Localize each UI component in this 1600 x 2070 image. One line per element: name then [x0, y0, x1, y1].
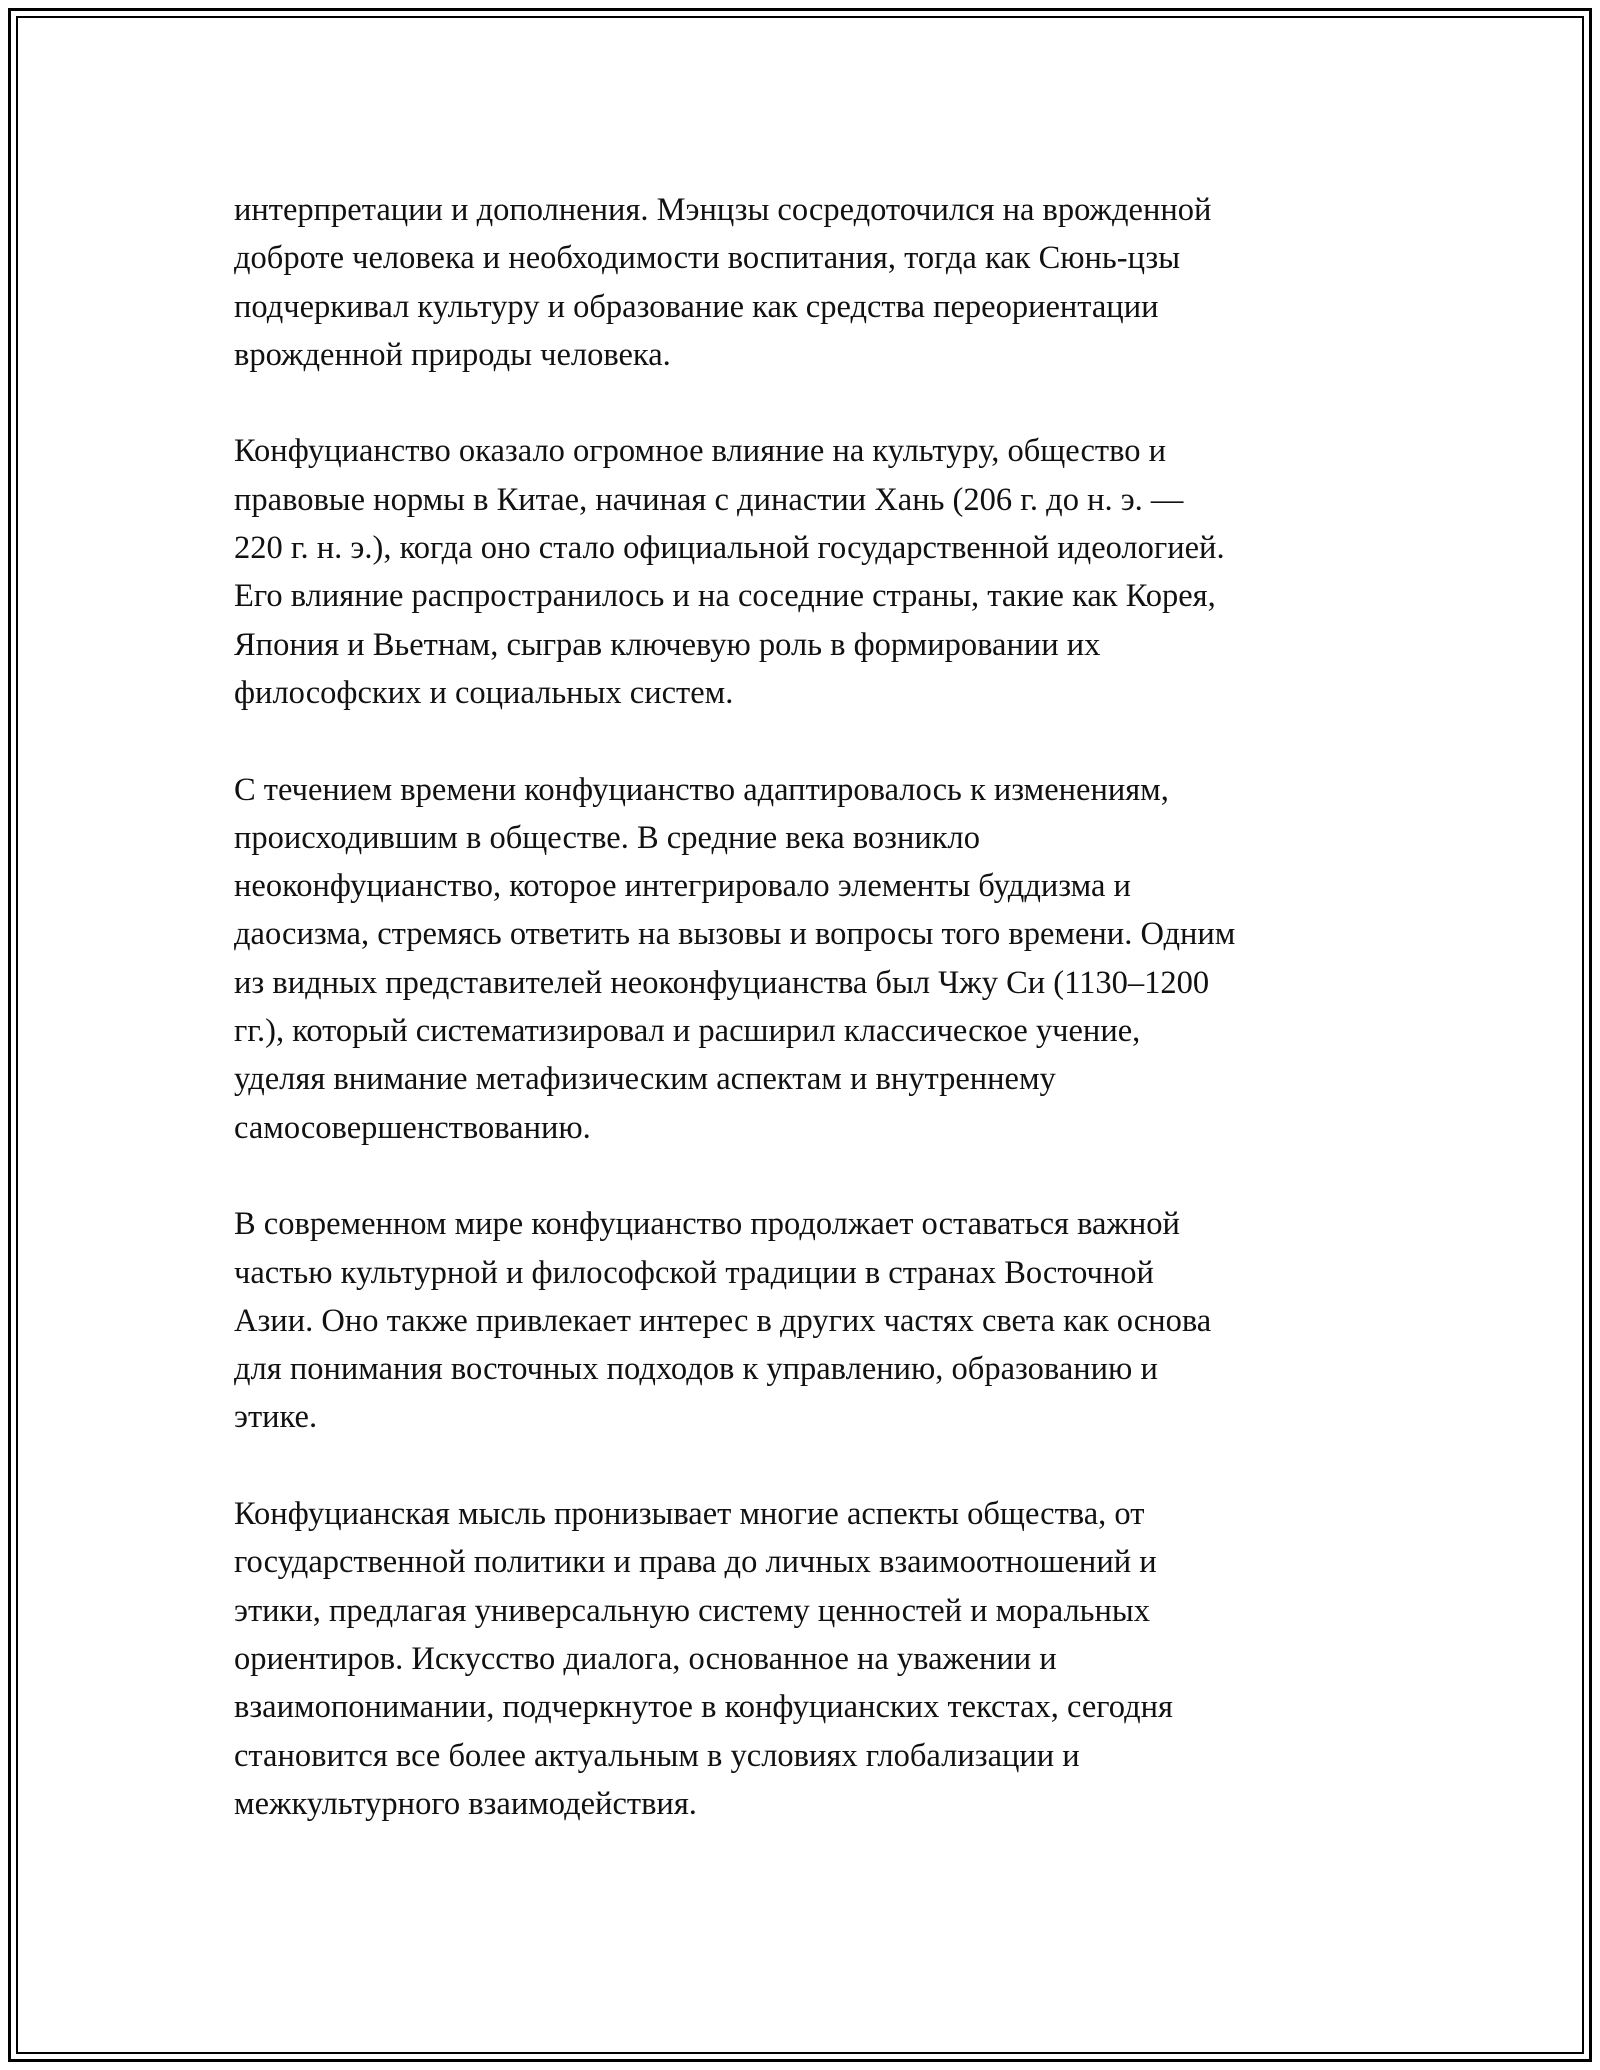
paragraph-1: интерпретации и дополнения. Мэнцзы сосредоточился на врожденной доброте человека и необходимости воспитания, тогда как Сюнь-цзы подчеркивал культуру и образование как средства переориентации врожденной природы человека.	[234, 192, 1212, 373]
paragraph-3: С течением времени конфуцианство адаптировалось к изменениям, происходившим в обществе. В средние века возникло неоконфуцианство, которое интегрировало элементы буддизма и даосизма, стремясь ответить на вызовы и вопросы того времени. Одним из видных представителей неоконфуцианства был Чжу Си (1130–1200 гг.), который систематизировал и расширил классическое учение, уделяя внимание метафизическим аспектам и внутреннему самосовершенствованию.	[234, 771, 1236, 1146]
paragraph-2: Конфуцианство оказало огромное влияние на культуру, общество и правовые нормы в Китае, начиная с династии Хань (206 г. до н. э. — 220 г. н. э.), когда оно стало официальной государственной идеологией. Его влияние распространилось и на соседние страны, такие как Корея, Япония и Вьетнам, сыграв ключевую роль в формировании их философских и социальных систем.	[234, 433, 1225, 711]
paragraph-4: В современном мире конфуцианство продолжает оставаться важной частью культурной и философской традиции в странах Восточной Азии. Оно также привлекает интерес в других частях света как основа для понимания восточных подходов к управлению, образованию и этике.	[234, 1206, 1212, 1436]
paragraph-5: Конфуцианская мысль пронизывает многие аспекты общества, от государственной политики и права до личных взаимоотношений и этики, предлагая универсальную систему ценностей и моральных ориентиров. Искусство диалога, основанное на уважении и взаимопонимании, подчеркнутое в конфуцианских текстах, сегодня становится все более актуальным в условиях глобализации и межкультурного взаимодействия.	[234, 1496, 1173, 1822]
document-body	[234, 186, 1374, 1876]
